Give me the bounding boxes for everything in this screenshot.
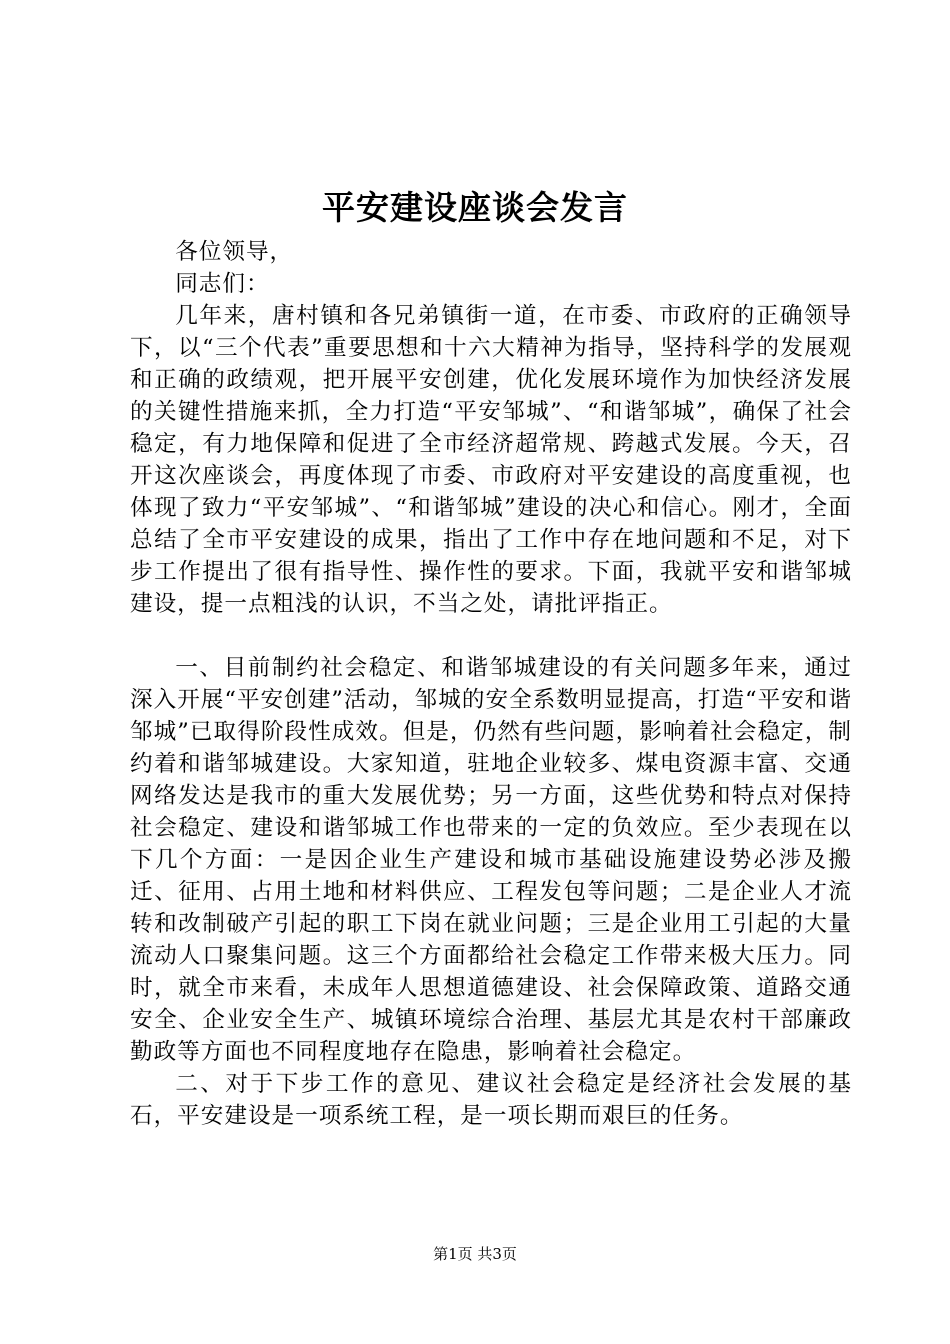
paragraph-intro: 几年来，唐村镇和各兄弟镇街一道，在市委、市政府的正确领导下，以“三个代表”重要思想和十六大精神为指导，坚持科学的发展观和正确的政绩观，把开展平安创建，优化发展环境作为加快经济发展的关键性措施来抓，全力打造“平安邹城”、“和谐邹城”，确保了社会稳定，有力地保障和促进了全市经济超常规、跨越式发展。今天，召开这次座谈会，再度体现了市委、市政府对平安建设的高度重视，也体现了致力“平安邹城”、“和谐邹城”建设的决心和信心。刚才，全面总结了全市平安建设的成果，指出了工作中存在地问题和不足，对下步工作提出了很有指导性、操作性的要求。下面，我就平安和谐邹城建设，提一点粗浅的认识，不当之处，请批评指正。 — [130, 303, 852, 617]
document-body — [130, 236, 852, 1132]
document-title: 平安建设座谈会发言 — [322, 188, 628, 227]
page-footer: 第1页 共3页 — [433, 1245, 517, 1263]
paragraph-section-two: 二、对于下步工作的意见、建议社会稳定是经济社会发展的基石，平安建设是一项系统工程，是一项长期而艰巨的任务。 — [130, 1071, 852, 1129]
salutation-comrades: 同志们： — [175, 271, 270, 297]
paragraph-section-one: 一、目前制约社会稳定、和谐邹城建设的有关问题多年来，通过深入开展“平安创建”活动，邹城的安全系数明显提高，打造“平安和谐邹城”已取得阶段性成效。但是，仍然有些问题，影响着社会稳定，制约着和谐邹城建设。大家知道，驻地企业较多、煤电资源丰富、交通网络发达是我市的重大发展优势；另一方面，这些优势和特点对保持社会稳定、建设和谐邹城工作也带来的一定的负效应。至少表现在以下几个方面：一是因企业生产建设和城市基础设施建设势必涉及搬迁、征用、占用土地和材料供应、工程发包等问题；二是企业人才流转和改制破产引起的职工下岗在就业问题；三是企业用工引起的大量流动人口聚集问题。这三个方面都给社会稳定工作带来极大压力。同时，就全市来看，未成年人思想道德建设、社会保障政策、道路交通安全、企业安全生产、城镇环境综合治理、基层尤其是农村干部廉政勤政等方面也不同程度地存在隐患，影响着社会稳定。 — [130, 655, 852, 1065]
salutation-leaders: 各位领导， — [175, 239, 294, 265]
